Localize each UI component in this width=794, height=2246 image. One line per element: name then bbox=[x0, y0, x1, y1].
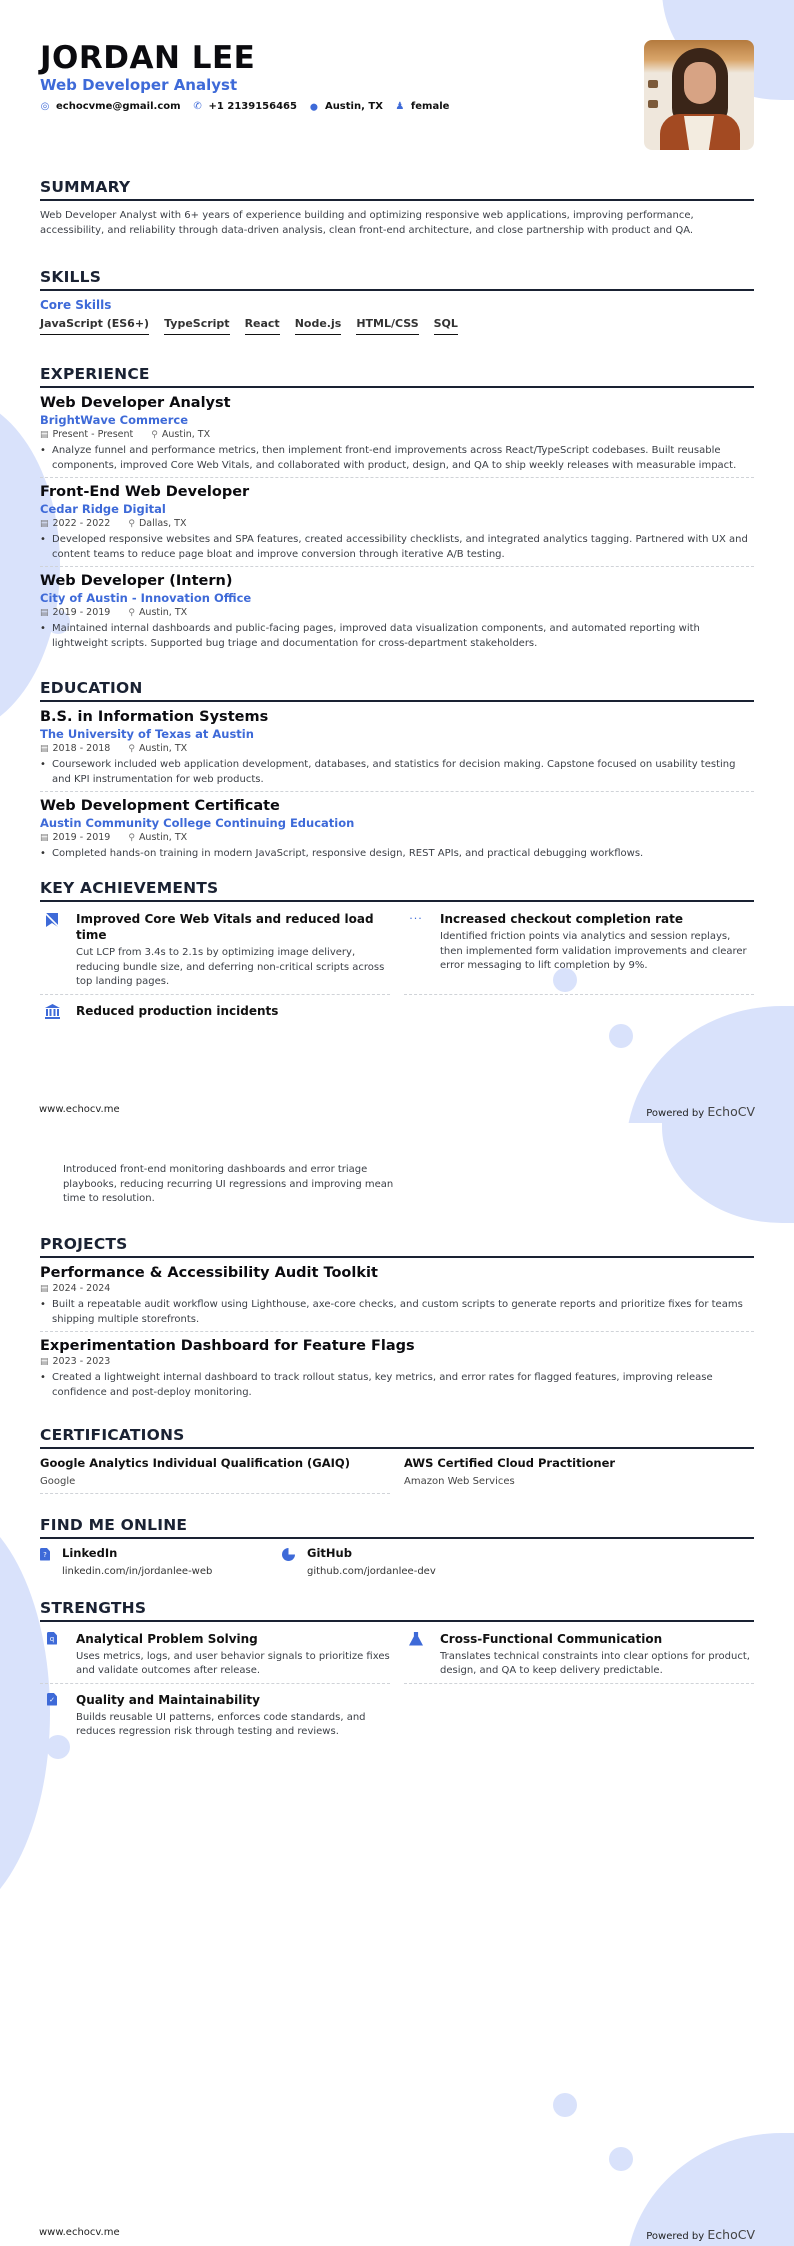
skill-tag: Node.js bbox=[295, 317, 342, 335]
entry-bullet: • Coursework included web application development, databases, and statistics for decision making. Capstone focused on usability testing and KPI instrumentation for web products. bbox=[40, 757, 754, 787]
entry-meta bbox=[40, 743, 754, 754]
page-footer bbox=[0, 1104, 794, 1119]
contact-location bbox=[309, 101, 383, 112]
section-heading: SKILLS bbox=[40, 268, 754, 291]
github-link[interactable]: github.com/jordanlee-dev bbox=[307, 1565, 436, 1577]
strength-item bbox=[40, 1629, 390, 1684]
entry-meta bbox=[40, 1283, 754, 1294]
footer-powered-by: Powered by EchoCV bbox=[646, 2227, 755, 2242]
entry-bullet: • Maintained internal dashboards and public-facing pages, improved data visualization components, and automated reporting with lightweight scripts. Supported bug triage and documentation for cross-department stakeholders. bbox=[40, 621, 754, 651]
project-title: Experimentation Dashboard for Feature Flags bbox=[40, 1337, 415, 1354]
job-title: Web Developer Analyst bbox=[40, 395, 231, 411]
location-pin-icon: ⬤ bbox=[310, 102, 318, 111]
calendar-icon: ▤ bbox=[40, 744, 49, 754]
bullet-text: Developed responsive websites and SPA features, created accessibility checklists, and integrated analytics tagging. Partnered with UX and content teams to reduce page bloat and improve conversion through iterative A/B testing. bbox=[52, 534, 748, 560]
bookmark-slash-icon bbox=[40, 911, 64, 990]
online-label: LinkedIn bbox=[62, 1545, 118, 1560]
flask-icon bbox=[404, 1631, 428, 1679]
entry-location: Austin, TX bbox=[138, 607, 188, 618]
entry-dates: 2018 - 2018 bbox=[52, 743, 111, 754]
achievement-continuation bbox=[40, 1163, 397, 1207]
entry-bullet: • Developed responsive websites and SPA features, created accessibility checklists, and integrated analytics tagging. Partnered with UX and content teams to reduce page bloat and improve conversion through iterative A/B testing. bbox=[40, 532, 754, 562]
online-label: GitHub bbox=[307, 1545, 352, 1560]
email-value: echocvme@gmail.com bbox=[56, 101, 181, 112]
strength-desc: Uses metrics, logs, and user behavior signals to prioritize fixes and validate outcomes after release. bbox=[76, 1650, 390, 1676]
strengths-section bbox=[40, 1599, 754, 1750]
skill-tag: JavaScript (ES6+) bbox=[40, 317, 149, 335]
achievement-item bbox=[404, 909, 754, 995]
achievement-desc: Identified friction points via analytics and session replays, then implemented form validation improvements and clearer error messaging to lift completion by 9%. bbox=[440, 931, 747, 971]
certifications-section bbox=[40, 1426, 754, 1494]
person-icon: ♟ bbox=[395, 101, 405, 112]
strength-title: Analytical Problem Solving bbox=[76, 1631, 258, 1646]
photo-plant bbox=[648, 80, 658, 88]
certification-title: AWS Certified Cloud Practitioner bbox=[404, 1455, 616, 1470]
location-pin-icon: ⚲ bbox=[128, 608, 135, 618]
resume-page-2 bbox=[0, 1123, 794, 2246]
entry-dates: 2023 - 2023 bbox=[52, 1355, 111, 1367]
online-list bbox=[40, 1546, 754, 1577]
project-title: Performance & Accessibility Audit Toolkit bbox=[40, 1264, 378, 1281]
skill-tag: TypeScript bbox=[164, 317, 229, 335]
certification-title: Google Analytics Individual Qualification (GAIQ) bbox=[40, 1455, 350, 1470]
section-heading: CERTIFICATIONS bbox=[40, 1426, 754, 1449]
strength-title: Quality and Maintainability bbox=[76, 1692, 260, 1707]
summary-text: Web Developer Analyst with 6+ years of experience building and optimizing responsive web applications, improving performance, accessibility, and reliability through data-driven analysis, clean front-end architecture, and close partnership with product and QA. bbox=[40, 210, 694, 236]
bullet-text: Coursework included web application development, databases, and statistics for decision making. Capstone focused on usability testing and KPI instrumentation for web products. bbox=[52, 759, 736, 785]
experience-entry bbox=[40, 484, 754, 567]
entry-dates: Present - Present bbox=[52, 429, 134, 440]
skills-section bbox=[40, 268, 754, 335]
certifications-grid bbox=[40, 1456, 754, 1494]
entry-dates: 2019 - 2019 bbox=[52, 832, 111, 843]
pie-chart-icon bbox=[282, 1548, 295, 1561]
skill-tag: SQL bbox=[434, 317, 458, 335]
certification-item bbox=[404, 1456, 754, 1494]
photo-plant bbox=[648, 100, 658, 108]
bank-icon bbox=[40, 1003, 64, 1023]
education-entry bbox=[40, 798, 754, 865]
experience-section bbox=[40, 365, 754, 655]
section-heading: EXPERIENCE bbox=[40, 365, 754, 388]
location-pin-icon: ⚲ bbox=[151, 430, 158, 440]
candidate-name: JORDAN LEE bbox=[40, 40, 256, 76]
achievements-section bbox=[40, 879, 754, 1033]
entry-bullet: • Completed hands-on training in modern JavaScript, responsive design, REST APIs, and practical debugging workflows. bbox=[40, 848, 644, 859]
project-entry bbox=[40, 1265, 754, 1332]
entry-meta bbox=[40, 832, 754, 843]
school-name: The University of Texas at Austin bbox=[40, 727, 254, 741]
section-heading: PROJECTS bbox=[40, 1235, 754, 1258]
entry-location: Austin, TX bbox=[161, 429, 211, 440]
online-section bbox=[40, 1516, 754, 1577]
brand-logo: EchoCV bbox=[707, 1104, 755, 1119]
achievement-desc: Cut LCP from 3.4s to 2.1s by optimizing image delivery, reducing bundle size, and deferring non-critical scripts across top landing pages. bbox=[76, 947, 385, 987]
school-name: Austin Community College Continuing Education bbox=[40, 816, 355, 830]
phone-value: +1 2139156465 bbox=[208, 101, 297, 112]
entry-bullet: • Created a lightweight internal dashboard to track rollout status, key metrics, and error rates for flagged features, improving release confidence and post-deploy monitoring. bbox=[40, 1370, 754, 1400]
degree-title: Web Development Certificate bbox=[40, 798, 280, 814]
section-heading: EDUCATION bbox=[40, 679, 754, 702]
skill-tag: React bbox=[245, 317, 280, 335]
certification-issuer: Amazon Web Services bbox=[404, 1475, 515, 1487]
skills-list bbox=[40, 317, 754, 335]
footer-powered-by: Powered by EchoCV bbox=[646, 1104, 755, 1119]
company-name: City of Austin - Innovation Office bbox=[40, 591, 252, 605]
entry-meta bbox=[40, 607, 754, 618]
online-item-github[interactable] bbox=[282, 1546, 484, 1577]
job-title: Web Developer (Intern) bbox=[40, 573, 233, 589]
skills-group-label: Core Skills bbox=[40, 298, 112, 312]
resume-header bbox=[0, 0, 794, 165]
contact-gender bbox=[395, 101, 450, 112]
contact-phone[interactable] bbox=[193, 101, 297, 112]
certification-item bbox=[40, 1456, 390, 1494]
section-heading: STRENGTHS bbox=[40, 1599, 754, 1622]
achievement-item bbox=[40, 909, 390, 995]
entry-bullet: • Built a repeatable audit workflow using Lighthouse, axe-core checks, and custom scripts to generate reports and prioritize fixes for teams shipping multiple storefronts. bbox=[40, 1297, 754, 1327]
document-check-icon bbox=[40, 1692, 64, 1740]
skill-tag: HTML/CSS bbox=[356, 317, 418, 335]
entry-location: Austin, TX bbox=[138, 832, 188, 843]
entry-dates: 2022 - 2022 bbox=[52, 518, 111, 529]
strength-item bbox=[40, 1690, 390, 1744]
achievement-item bbox=[40, 1001, 390, 1027]
entry-location: Austin, TX bbox=[138, 743, 188, 754]
gender-value: female bbox=[410, 101, 450, 112]
profile-photo bbox=[644, 40, 754, 150]
contact-email[interactable] bbox=[40, 101, 181, 112]
entry-meta bbox=[40, 429, 754, 440]
strengths-grid bbox=[40, 1629, 754, 1750]
experience-entry bbox=[40, 395, 754, 478]
section-heading: KEY ACHIEVEMENTS bbox=[40, 879, 754, 902]
bullet-text: Built a repeatable audit workflow using Lighthouse, axe-core checks, and custom scripts to generate reports and prioritize fixes for teams shipping multiple storefronts. bbox=[52, 1298, 743, 1325]
company-name: BrightWave Commerce bbox=[40, 413, 189, 427]
calendar-icon: ▤ bbox=[40, 1283, 49, 1294]
entry-meta bbox=[40, 518, 754, 529]
online-item-linkedin[interactable] bbox=[40, 1546, 242, 1577]
achievement-title: Improved Core Web Vitals and reduced load time bbox=[76, 912, 374, 942]
achievement-desc: Introduced front-end monitoring dashboards and error triage playbooks, reducing recurring UI regressions and improving mean time to resolution. bbox=[62, 1164, 394, 1204]
strength-title: Cross-Functional Communication bbox=[440, 1631, 663, 1646]
section-heading: SUMMARY bbox=[40, 178, 754, 201]
experience-entry bbox=[40, 573, 754, 655]
page-footer bbox=[0, 2227, 794, 2242]
calendar-icon: ▤ bbox=[40, 608, 49, 618]
footer-website-link[interactable]: www.echocv.me bbox=[39, 2227, 120, 2238]
photo-face bbox=[684, 62, 716, 104]
bullet-text: Analyze funnel and performance metrics, then implement front-end improvements across React/TypeScript codebases. Built reusable components, improved Core Web Vitals, and collaborated with product, design, and QA to ship weekly releases with measurable impact. bbox=[52, 445, 737, 471]
achievement-title: Increased checkout completion rate bbox=[440, 912, 683, 926]
location-pin-icon: ⚲ bbox=[128, 833, 135, 843]
footer-website-link[interactable]: www.echocv.me bbox=[39, 1104, 120, 1115]
section-heading: FIND ME ONLINE bbox=[40, 1516, 754, 1539]
projects-section bbox=[40, 1235, 754, 1404]
achievement-title: Reduced production incidents bbox=[76, 1003, 279, 1018]
bullet-text: Completed hands-on training in modern JavaScript, responsive design, REST APIs, and practical debugging workflows. bbox=[52, 848, 644, 859]
education-entry bbox=[40, 709, 754, 792]
achievements-grid bbox=[40, 909, 754, 1033]
calendar-icon: ▤ bbox=[40, 833, 49, 843]
linkedin-link[interactable]: linkedin.com/in/jordanlee-web bbox=[62, 1565, 213, 1577]
calendar-icon: ▤ bbox=[40, 519, 49, 529]
location-pin-icon: ⚲ bbox=[128, 744, 135, 754]
phone-icon: ✆ bbox=[193, 101, 202, 112]
brand-logo: EchoCV bbox=[707, 2227, 755, 2242]
location-pin-icon: ⚲ bbox=[128, 519, 135, 529]
strength-desc: Translates technical constraints into clear options for product, design, and QA to keep delivery predictable. bbox=[440, 1650, 750, 1676]
summary-section bbox=[40, 178, 754, 238]
at-icon: ◎ bbox=[40, 101, 50, 112]
company-name: Cedar Ridge Digital bbox=[40, 502, 166, 516]
job-title: Front-End Web Developer bbox=[40, 484, 250, 500]
calendar-icon: ▤ bbox=[40, 1356, 49, 1367]
bullet-text: Created a lightweight internal dashboard to track rollout status, key metrics, and error rates for flagged features, improving release confidence and post-deploy monitoring. bbox=[52, 1371, 713, 1398]
project-entry bbox=[40, 1338, 754, 1404]
degree-title: B.S. in Information Systems bbox=[40, 709, 269, 725]
document-icon bbox=[40, 1548, 50, 1561]
location-value: Austin, TX bbox=[324, 101, 383, 112]
contact-row bbox=[40, 101, 449, 112]
calendar-icon: ▤ bbox=[40, 430, 49, 440]
strength-desc: Builds reusable UI patterns, enforces code standards, and reduces regression risk through testing and reviews. bbox=[76, 1711, 366, 1737]
decor-dot-bottom-2 bbox=[609, 2147, 633, 2171]
bullet-text: Maintained internal dashboards and public-facing pages, improved data visualization components, and automated reporting with lightweight scripts. Supported bug triage and documentation for cross-department stakeholders. bbox=[52, 623, 700, 649]
entry-dates: 2019 - 2019 bbox=[52, 607, 111, 618]
document-search-icon bbox=[40, 1631, 64, 1679]
entry-location: Dallas, TX bbox=[138, 518, 187, 529]
certification-issuer: Google bbox=[40, 1475, 76, 1487]
entry-meta bbox=[40, 1356, 754, 1367]
candidate-title: Web Developer Analyst bbox=[40, 76, 238, 94]
entry-dates: 2024 - 2024 bbox=[52, 1282, 111, 1294]
ellipsis-icon: ··· bbox=[409, 912, 423, 925]
decor-dot-bottom bbox=[553, 2093, 577, 2117]
education-section bbox=[40, 679, 754, 865]
strength-item bbox=[404, 1629, 754, 1684]
photo-shirt bbox=[684, 116, 714, 150]
entry-bullet: • Analyze funnel and performance metrics, then implement front-end improvements across React/TypeScript codebases. Built reusable components, improved Core Web Vitals, and collaborated with product, design, and QA to ship weekly releases with measurable impact. bbox=[40, 443, 754, 473]
